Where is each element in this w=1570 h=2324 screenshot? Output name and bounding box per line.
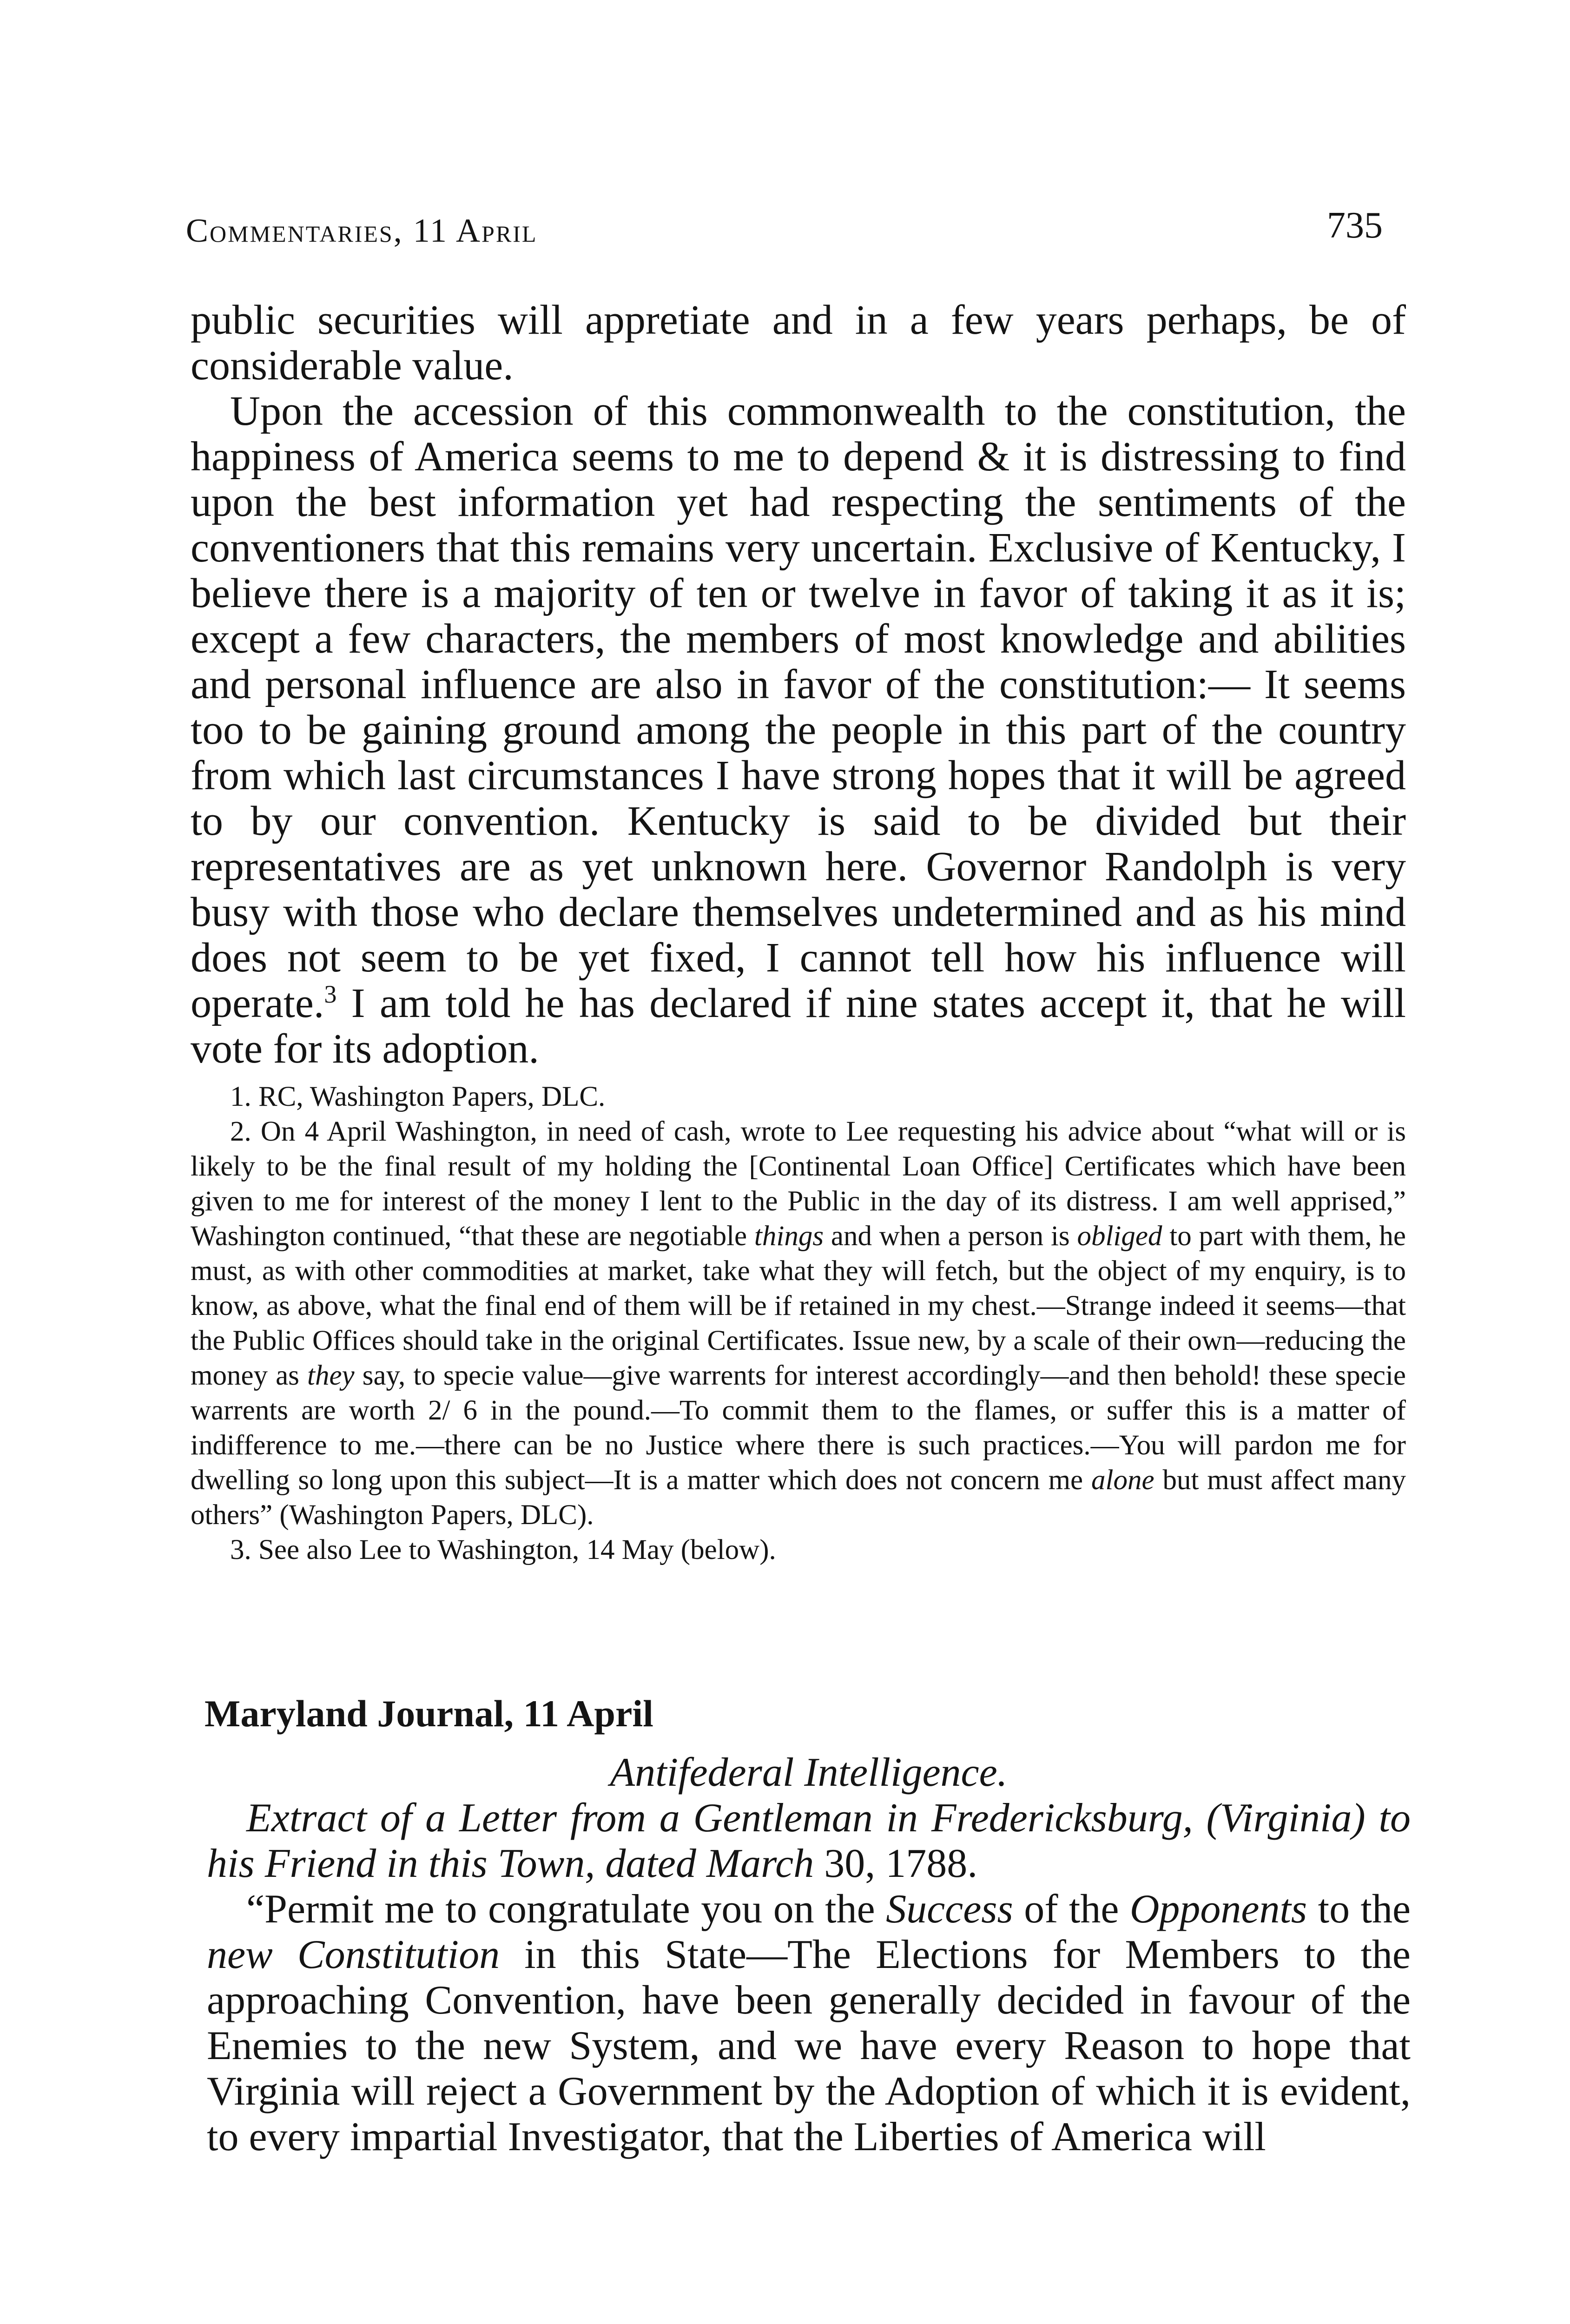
footnote-label: 2.	[230, 1116, 251, 1147]
extract-text: Extract of a Letter from a Gentleman in Fredericksburg, (Virginia) to his Friend in this Town, dated March	[207, 1796, 1411, 1886]
footnote-text: On 4 April Washington, in need of cash, wrote to Lee requesting his advice about “what will or is likely to be the final result of my holding the [Continental Loan Office] Certificates which have been given to me for interest of the money I lent to the Public in the day of its distress. I am well apprised,” Washington continued, “that these are negotiable	[191, 1116, 1406, 1252]
footnotes	[191, 1079, 1406, 1567]
extract-date: 30, 1788.	[814, 1841, 978, 1886]
footnote-text: but must affect many others” (Washington Papers, DLC).	[191, 1465, 1406, 1531]
footnote-3	[191, 1532, 1406, 1567]
running-head: Commentaries, 11 April	[186, 212, 538, 249]
letter-text: in this State—The Elections for Members to the approaching Convention, have been generally decided in favour of the Enemies to the new System, and we have every Reason to hope that Virginia will reject a Government by the Adoption of which it is evident, to every impartial Investigator, that the Liberties of America will	[207, 1932, 1411, 2159]
footnote-text: RC, Washington Papers, DLC.	[251, 1081, 606, 1112]
footnote-emphasis: they	[307, 1360, 355, 1391]
paragraph-continued: public securities will appretiate and in a few years perhaps, be of considerable value.	[191, 297, 1406, 389]
letter-emphasis: Success	[886, 1887, 1013, 1932]
footnote-text: to part with them, he must, as with other commodities at market, take what they will fetch, but the object of my enquiry, is to know, as above, what the final end of them will be if retained in my chest.—Strange indeed it seems—that the Public Offices should take in the original Certificates. Issue new, by a scale of their own—reducing the money as	[191, 1221, 1406, 1391]
paragraph-text: Upon the accession of this commonwealth to the constitution, the happiness of America seems to me to depend & it is distressing to find upon the best information yet had respecting the sentiments of the conventioners that this remains very uncertain. Exclusive of Kentucky, I believe there is a majority of ten or twelve in favor of taking it as it is; except a few characters, the members of most knowledge and abilities and personal influence are also in favor of the constitution:— It seems too to be gaining ground among the people in this part of the country from which last circumstances I have strong hopes that it will be agreed to by our convention. Kentucky is said to be divided but their representatives are as yet unknown here. Governor Randolph is very busy with those who declare themselves undetermined and as his mind does not seem to be yet fixed, I cannot tell how his influence will operate.	[191, 388, 1406, 1026]
letter-emphasis: new Constitution	[207, 1932, 500, 1977]
footnote-label: 1.	[230, 1081, 251, 1112]
footnote-text: and when a person is	[824, 1221, 1077, 1252]
main-text	[191, 297, 1406, 1072]
section-body	[207, 1750, 1411, 2160]
footnote-text: See also Lee to Washington, 14 May (below).	[251, 1534, 776, 1565]
footnote-ref-3: 3	[324, 980, 337, 1008]
footnote-1	[191, 1079, 1406, 1114]
page-number: 735	[1327, 205, 1383, 246]
footnote-text: say, to specie value—give warrents for interest accordingly—and then behold! these specie warrents are worth 2/ 6 in the pound.—To commit them to the flames, or suffer this is a matter of indifference to me.—there can be no Justice where there is such practices.—You will pardon me for dwelling so long upon this subject—It is a matter which does not concern me	[191, 1360, 1406, 1496]
letter-text: to the	[1307, 1887, 1411, 1932]
footnote-emphasis: alone	[1091, 1465, 1154, 1496]
paragraph-text-end: I am told he has declared if nine states accept it, that he will vote for its adoption.	[191, 980, 1406, 1072]
paragraph-accession	[191, 389, 1406, 1072]
extract-line	[207, 1796, 1411, 1887]
letter-text: “Permit me to congratulate you on the	[246, 1887, 886, 1932]
section-subheading: Antifederal Intelligence.	[610, 1750, 1008, 1795]
letter-paragraph	[207, 1887, 1411, 2160]
footnote-emphasis: obliged	[1077, 1221, 1162, 1252]
footnote-2	[191, 1114, 1406, 1532]
letter-emphasis: Opponents	[1129, 1887, 1307, 1932]
footnote-label: 3.	[230, 1534, 251, 1565]
section-heading: Maryland Journal, 11 April	[204, 1692, 653, 1735]
letter-text: of the	[1013, 1887, 1130, 1932]
footnote-emphasis: things	[754, 1221, 824, 1252]
